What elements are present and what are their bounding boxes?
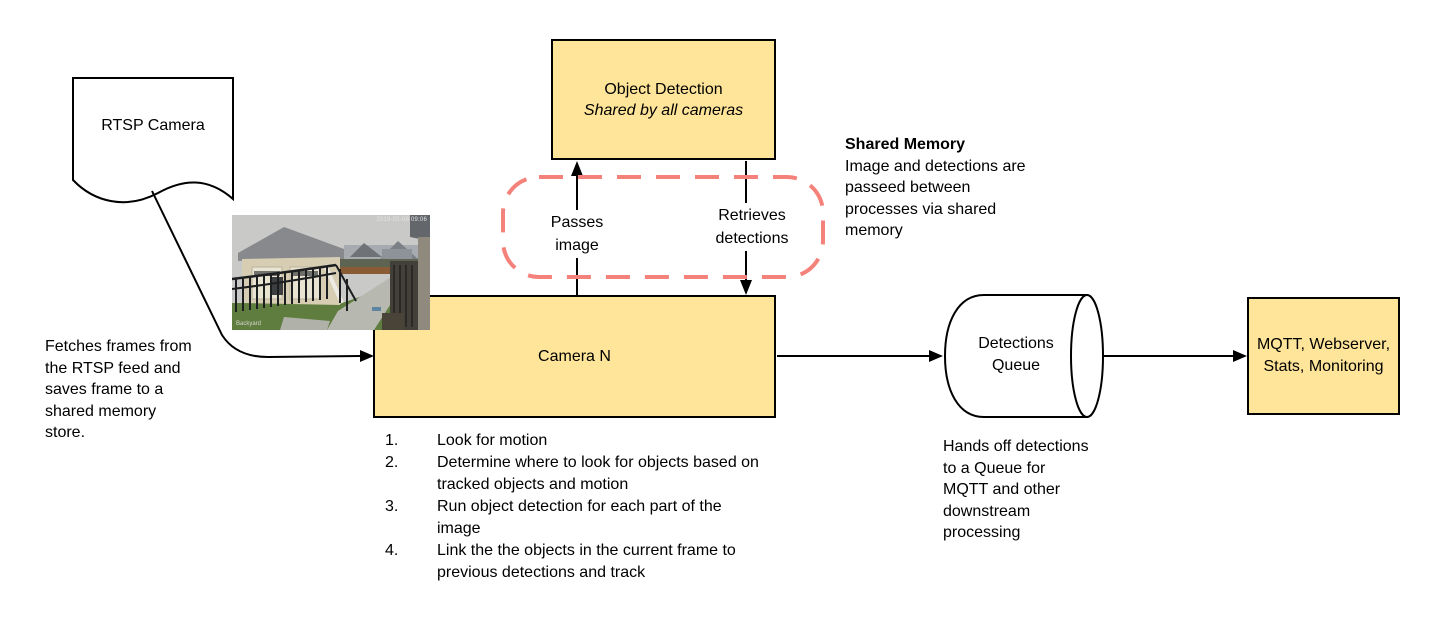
snapshot-camera-name: Backyard — [236, 321, 262, 327]
object-detection-title: Object Detection — [604, 80, 723, 98]
fetch-note-line: the RTSP feed and — [45, 359, 181, 377]
rtsp-camera-label: RTSP Camera — [101, 117, 205, 134]
shared-memory-note-title: Shared Memory — [845, 136, 966, 153]
arrowhead-queue-to-outputs — [1233, 350, 1247, 362]
arrowhead-passes-image — [571, 161, 583, 176]
fetch-note-line: Fetches frames from — [45, 338, 192, 355]
hands-off-line: to a Queue for — [943, 459, 1046, 477]
camera-n-step — [385, 540, 759, 584]
camera-n-step — [385, 496, 759, 540]
fetch-note-line: saves frame to a — [45, 381, 164, 398]
camera-n-step — [385, 430, 759, 452]
shared-memory-note-line: memory — [845, 222, 903, 239]
camera-n-step — [385, 452, 759, 496]
outputs-box — [1247, 297, 1400, 415]
camera-n-box — [373, 295, 776, 418]
object-detection-box — [551, 39, 776, 160]
step-text: Link the the objects in the current frame to previous detections and track — [437, 542, 736, 581]
hands-off-line: Hands off detections — [943, 438, 1089, 455]
step-number: 2. — [385, 454, 399, 471]
hands-off-line: MQTT and other — [943, 481, 1061, 498]
snapshot-timestamp: 2019-02-06 09:06 — [376, 217, 427, 223]
hands-off-note — [943, 436, 1089, 544]
shared-memory-note-line: passeed between — [845, 179, 971, 196]
step-number: 3. — [385, 498, 399, 515]
step-number: 4. — [385, 542, 399, 559]
detections-queue-label — [958, 333, 1074, 377]
fetch-note — [45, 336, 192, 444]
retrieves-detections-label — [702, 203, 802, 251]
shared-memory-note — [845, 134, 1026, 242]
hands-off-line: downstream — [943, 502, 1031, 520]
shared-memory-note-line: processes via shared — [845, 200, 997, 218]
object-detection-subtitle: Shared by all cameras — [583, 101, 744, 119]
step-text: Run object detection for each part of the image — [437, 498, 722, 537]
passes-image-line: image — [555, 237, 599, 254]
shared-memory-note-line: Image and detections are — [845, 157, 1026, 175]
arrowhead-retrieves-detections — [740, 280, 752, 295]
passes-image-line: Passes — [550, 214, 604, 231]
arrowhead-rtsp-to-camera — [360, 350, 374, 362]
outputs-line: MQTT, Webserver, — [1256, 336, 1391, 353]
rtsp-camera-shape — [73, 78, 233, 202]
retrieves-detections-line: Retrieves — [718, 207, 786, 224]
camera-snapshot — [232, 215, 430, 330]
camera-snapshot-scene — [232, 215, 430, 330]
retrieves-detections-line: detections — [715, 230, 789, 247]
fetch-note-line: shared memory — [45, 402, 157, 420]
camera-n-steps — [385, 430, 759, 584]
passes-image-label — [537, 210, 617, 258]
step-text: Determine where to look for objects based on tracked objects and motion — [437, 454, 759, 493]
hands-off-line: processing — [943, 524, 1021, 541]
detections-queue-line: Detections — [978, 335, 1054, 352]
step-number: 1. — [385, 432, 399, 449]
step-text: Look for motion — [437, 432, 548, 449]
fetch-note-line: store. — [45, 424, 86, 441]
detections-queue-line: Queue — [991, 357, 1041, 374]
detections-queue-cap — [1071, 295, 1103, 417]
arrowhead-camera-to-queue — [929, 350, 943, 362]
outputs-line: Stats, Monitoring — [1263, 358, 1384, 375]
camera-n-label: Camera N — [538, 348, 611, 365]
